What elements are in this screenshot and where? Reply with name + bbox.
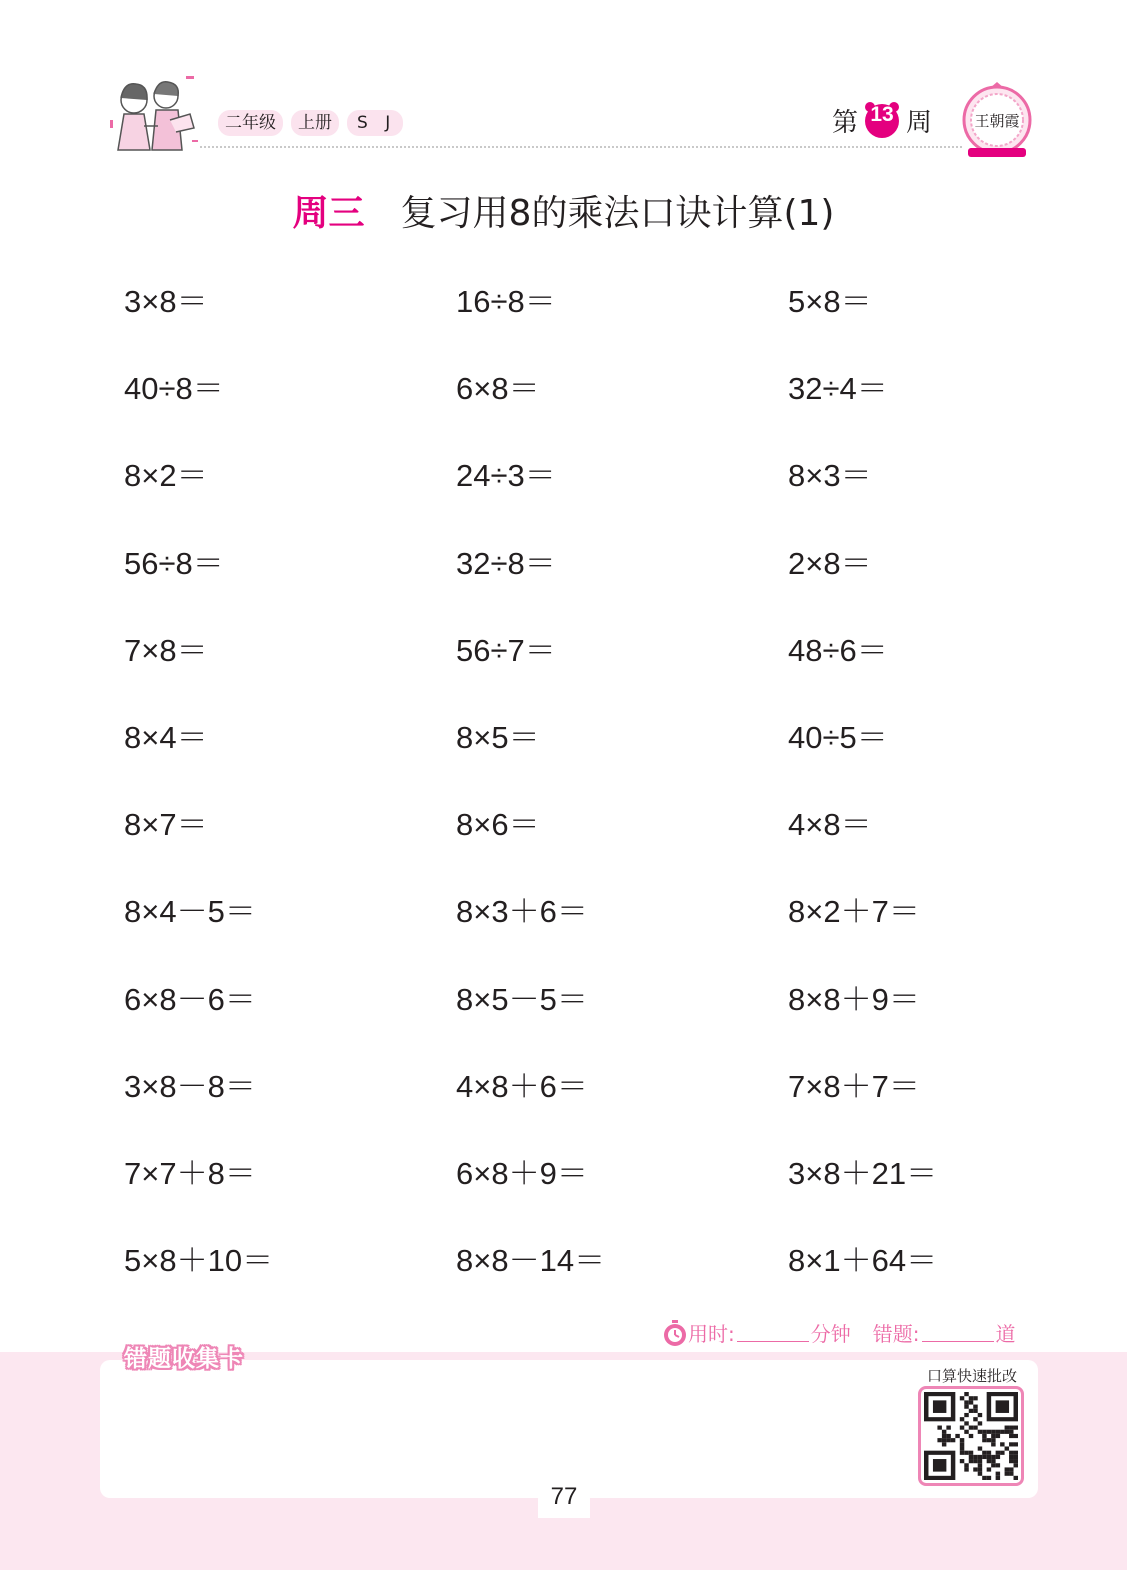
math-problem: 56÷8＝ xyxy=(124,545,224,581)
problem-row xyxy=(0,1152,1127,1196)
math-problem: 8×5＝ xyxy=(456,720,540,755)
math-problem: 8×3＋6＝ xyxy=(456,894,588,930)
math-problem: 16÷8＝ xyxy=(456,284,556,319)
week-indicator xyxy=(832,100,932,140)
math-problem: 8×2＝ xyxy=(124,458,208,494)
grade-tags xyxy=(218,110,403,136)
problem-row xyxy=(0,280,1127,324)
math-problem: 32÷4＝ xyxy=(788,371,888,407)
problem-row xyxy=(0,1065,1127,1109)
math-problem: 4×8＝ xyxy=(788,807,872,843)
page-number: 77 xyxy=(538,1474,590,1518)
problem-row xyxy=(0,629,1127,673)
title-day: 周三 xyxy=(292,193,365,234)
problem-row xyxy=(0,367,1127,411)
math-problem: 48÷6＝ xyxy=(788,632,888,668)
grade-tag: 二年级 xyxy=(218,110,283,136)
math-problem: 24÷3＝ xyxy=(456,458,556,494)
math-problem: 56÷7＝ xyxy=(456,632,556,668)
qr-code[interactable] xyxy=(918,1386,1024,1486)
math-problem: 3×8＋21＝ xyxy=(788,1156,938,1191)
time-label: 用时: xyxy=(688,1322,735,1346)
math-problem: 5×8＋10＝ xyxy=(124,1243,274,1279)
problem-row xyxy=(0,454,1127,498)
stopwatch-icon xyxy=(662,1319,688,1347)
week-suffix: 周 xyxy=(906,107,933,138)
week-prefix: 第 xyxy=(832,107,859,138)
time-blank[interactable] xyxy=(737,1324,809,1342)
problem-row xyxy=(0,978,1127,1022)
brand-seal-logo xyxy=(960,80,1034,162)
math-problem: 32÷8＝ xyxy=(456,545,556,581)
page-title xyxy=(0,185,1127,236)
math-problem: 3×8－8＝ xyxy=(124,1068,256,1104)
math-problem: 7×8＋7＝ xyxy=(788,1068,920,1104)
errors-blank[interactable] xyxy=(922,1324,994,1342)
math-problem: 7×8＝ xyxy=(124,632,208,668)
math-problem: 8×5－5＝ xyxy=(456,981,588,1017)
math-problem: 6×8－6＝ xyxy=(124,981,256,1017)
math-problem: 40÷5＝ xyxy=(788,720,888,755)
qr-code-icon xyxy=(924,1392,1018,1480)
title-topic: 复习用8的乘法口诀计算(1) xyxy=(400,193,835,234)
math-problem: 8×8－14＝ xyxy=(456,1243,606,1279)
week-badge xyxy=(862,100,902,140)
svg-text:王朝霞: 王朝霞 xyxy=(974,112,1020,130)
volume-tag: 上册 xyxy=(291,110,339,136)
edition-tag: S J xyxy=(347,110,403,136)
errors-label: 错题: xyxy=(872,1322,920,1346)
math-problem: 8×4－5＝ xyxy=(124,894,256,930)
math-problem: 8×8＋9＝ xyxy=(788,981,920,1017)
math-problem: 3×8＝ xyxy=(124,284,208,319)
errors-unit: 道 xyxy=(995,1322,1016,1346)
math-problem: 8×3＝ xyxy=(788,458,872,494)
time-and-errors-record xyxy=(662,1318,1016,1347)
problem-row xyxy=(0,716,1127,760)
problem-row xyxy=(0,890,1127,934)
qr-label: 口算快速批改 xyxy=(926,1367,1017,1385)
math-problem: 8×4＝ xyxy=(124,720,208,755)
math-problem: 2×8＝ xyxy=(788,545,872,581)
math-problem: 5×8＝ xyxy=(788,284,872,319)
math-problem: 7×7＋8＝ xyxy=(124,1156,256,1191)
math-problem: 6×8＋9＝ xyxy=(456,1156,588,1191)
error-card-label: 错题收集卡 xyxy=(124,1346,244,1372)
math-problem: 40÷8＝ xyxy=(124,371,224,407)
children-illustration xyxy=(104,70,204,158)
problem-row xyxy=(0,542,1127,586)
time-unit: 分钟 xyxy=(810,1322,851,1346)
math-problem: 6×8＝ xyxy=(456,371,540,407)
math-problem: 8×7＝ xyxy=(124,807,208,843)
math-problem: 4×8＋6＝ xyxy=(456,1068,588,1104)
problem-row xyxy=(0,803,1127,847)
week-number: 13 xyxy=(870,103,894,126)
math-problem: 8×2＋7＝ xyxy=(788,894,920,930)
header-divider xyxy=(200,146,962,148)
problem-row xyxy=(0,1239,1127,1283)
math-problem: 8×6＝ xyxy=(456,807,540,843)
math-problem: 8×1＋64＝ xyxy=(788,1243,938,1279)
